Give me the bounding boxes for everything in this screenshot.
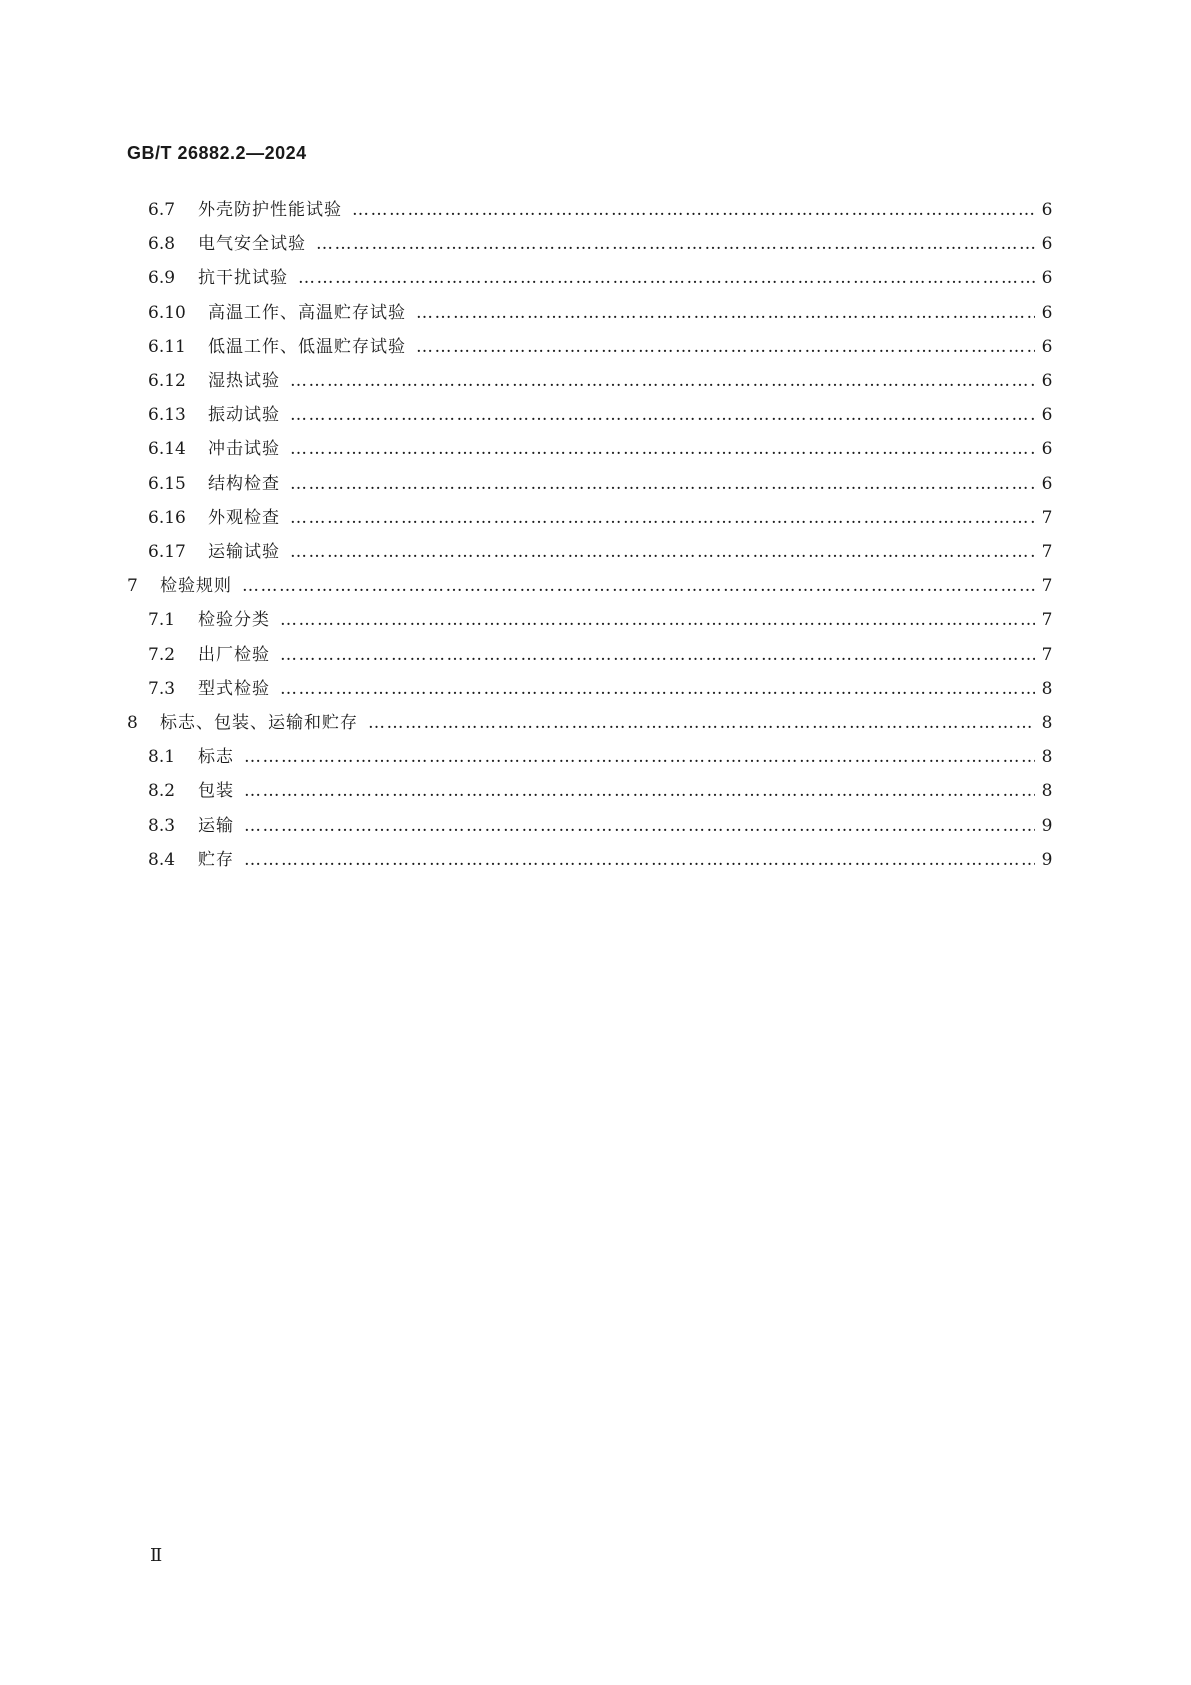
toc-leader-dots: [280, 605, 1035, 635]
toc-leader-dots: [416, 332, 1035, 362]
toc-leader-dots: [290, 434, 1035, 464]
toc-entry-title: 型式检验: [198, 678, 270, 699]
toc-leader-dots: [416, 298, 1035, 328]
toc-entry-number: 8.2: [148, 781, 176, 802]
toc-entry-number: 6.8: [148, 234, 176, 255]
toc-entry[interactable]: [0, 845, 1191, 875]
toc-entry-title: 高温工作、高温贮存试验: [208, 302, 406, 323]
toc-entry-number: 7: [127, 576, 138, 597]
toc-leader-dots: [244, 811, 1035, 841]
toc-entry-page-number: 9: [1041, 849, 1053, 870]
toc-entry-title: 湿热试验: [208, 371, 280, 391]
toc-entry-page-number: 9: [1041, 815, 1053, 836]
toc-entry-title: 低温工作、低温贮存试验: [208, 336, 406, 357]
toc-leader-dots: [244, 776, 1035, 806]
toc-entry-number: 8.1: [148, 747, 176, 768]
toc-entry-title: 运输: [198, 815, 234, 836]
toc-entry[interactable]: [0, 469, 1191, 499]
toc-entry[interactable]: [0, 674, 1191, 704]
toc-leader-dots: [290, 469, 1035, 499]
toc-entry[interactable]: [0, 640, 1191, 670]
toc-leader-dots: [290, 503, 1035, 533]
toc-entry-number: 8: [127, 713, 138, 733]
toc-entry[interactable]: [0, 229, 1191, 259]
toc-entry-page-number: 8: [1041, 713, 1053, 733]
toc-leader-dots: [244, 845, 1035, 875]
toc-entry[interactable]: [0, 263, 1191, 293]
toc-entry-title: 外壳防护性能试验: [198, 200, 342, 220]
toc-entry-number: 6.12: [148, 371, 186, 391]
toc-entry-page-number: 6: [1041, 200, 1053, 220]
toc-entry-page-number: 7: [1041, 542, 1053, 562]
toc-entry-page-number: 8: [1041, 747, 1053, 768]
toc-entry-page-number: 7: [1041, 507, 1053, 528]
toc-leader-dots: [352, 195, 1035, 225]
toc-entry-title: 冲击试验: [208, 439, 280, 460]
toc-entry-number: 6.16: [148, 507, 186, 528]
toc-leader-dots: [242, 571, 1035, 601]
toc-entry[interactable]: [0, 503, 1191, 533]
toc-entry-title: 外观检查: [208, 507, 280, 528]
toc-entry-number: 7.3: [148, 678, 176, 699]
toc-leader-dots: [280, 674, 1035, 704]
toc-entry-page-number: 8: [1041, 781, 1053, 802]
toc-entry-number: 6.15: [148, 473, 186, 494]
toc-entry-page-number: 6: [1041, 473, 1053, 494]
toc-entry-number: 6.11: [148, 336, 186, 357]
toc-entry-title: 电气安全试验: [198, 234, 306, 255]
toc-entry-page-number: 6: [1041, 371, 1053, 391]
toc-entry-title: 运输试验: [208, 542, 280, 562]
toc-entry[interactable]: [0, 332, 1191, 362]
toc-entry[interactable]: [0, 708, 1191, 738]
toc-entry-page-number: 6: [1041, 439, 1053, 460]
toc-entry[interactable]: [0, 195, 1191, 225]
toc-leader-dots: [290, 366, 1035, 396]
toc-entry-page-number: 7: [1041, 644, 1053, 665]
toc-entry-page-number: 7: [1041, 610, 1053, 631]
toc-leader-dots: [290, 537, 1035, 567]
toc-entry-number: 6.17: [148, 542, 186, 562]
toc-entry-number: 6.7: [148, 200, 176, 220]
toc-entry-page-number: 6: [1041, 268, 1053, 289]
toc-entry-page-number: 7: [1041, 576, 1053, 597]
page-folio: Ⅱ: [150, 1545, 163, 1566]
toc-leader-dots: [244, 742, 1035, 772]
toc-entry-title: 出厂检验: [198, 644, 270, 665]
toc-entry[interactable]: [0, 742, 1191, 772]
toc-entry-number: 8.4: [148, 849, 176, 870]
toc-entry-title: 检验规则: [160, 576, 232, 597]
toc-entry-number: 8.3: [148, 815, 176, 836]
standard-number: GB/T 26882.2—2024: [127, 143, 307, 163]
toc-entry-page-number: 6: [1041, 336, 1053, 357]
toc-entry-page-number: 8: [1041, 678, 1053, 699]
toc-entry-number: 6.10: [148, 302, 186, 323]
toc-entry-number: 6.13: [148, 405, 186, 426]
toc-entry[interactable]: [0, 537, 1191, 567]
toc-entry-number: 7.2: [148, 644, 176, 665]
toc-entry-title: 振动试验: [208, 405, 280, 426]
toc-leader-dots: [290, 400, 1035, 430]
toc-leader-dots: [368, 708, 1035, 738]
toc-leader-dots: [298, 263, 1035, 293]
toc-entry-number: 6.14: [148, 439, 186, 460]
toc-entry[interactable]: [0, 571, 1191, 601]
toc-entry-number: 7.1: [148, 610, 176, 631]
toc-entry-page-number: 6: [1041, 405, 1053, 426]
toc-entry-title: 标志、包装、运输和贮存: [160, 713, 358, 733]
toc-entry-title: 检验分类: [198, 610, 270, 631]
toc-entry[interactable]: [0, 811, 1191, 841]
toc-entry[interactable]: [0, 605, 1191, 635]
toc-entry-title: 结构检查: [208, 473, 280, 494]
toc-leader-dots: [280, 640, 1035, 670]
toc-entry[interactable]: [0, 400, 1191, 430]
toc-entry[interactable]: [0, 434, 1191, 464]
toc-entry-page-number: 6: [1041, 302, 1053, 323]
toc-entry-page-number: 6: [1041, 234, 1053, 255]
toc-entry-title: 标志: [198, 747, 234, 768]
toc-entry[interactable]: [0, 776, 1191, 806]
toc-entry[interactable]: [0, 366, 1191, 396]
toc-entry-number: 6.9: [148, 268, 176, 289]
toc-entry[interactable]: [0, 298, 1191, 328]
toc-entry-title: 包装: [198, 781, 234, 802]
toc-entry-title: 抗干扰试验: [198, 268, 288, 289]
toc-leader-dots: [316, 229, 1035, 259]
toc-entry-title: 贮存: [198, 849, 234, 870]
